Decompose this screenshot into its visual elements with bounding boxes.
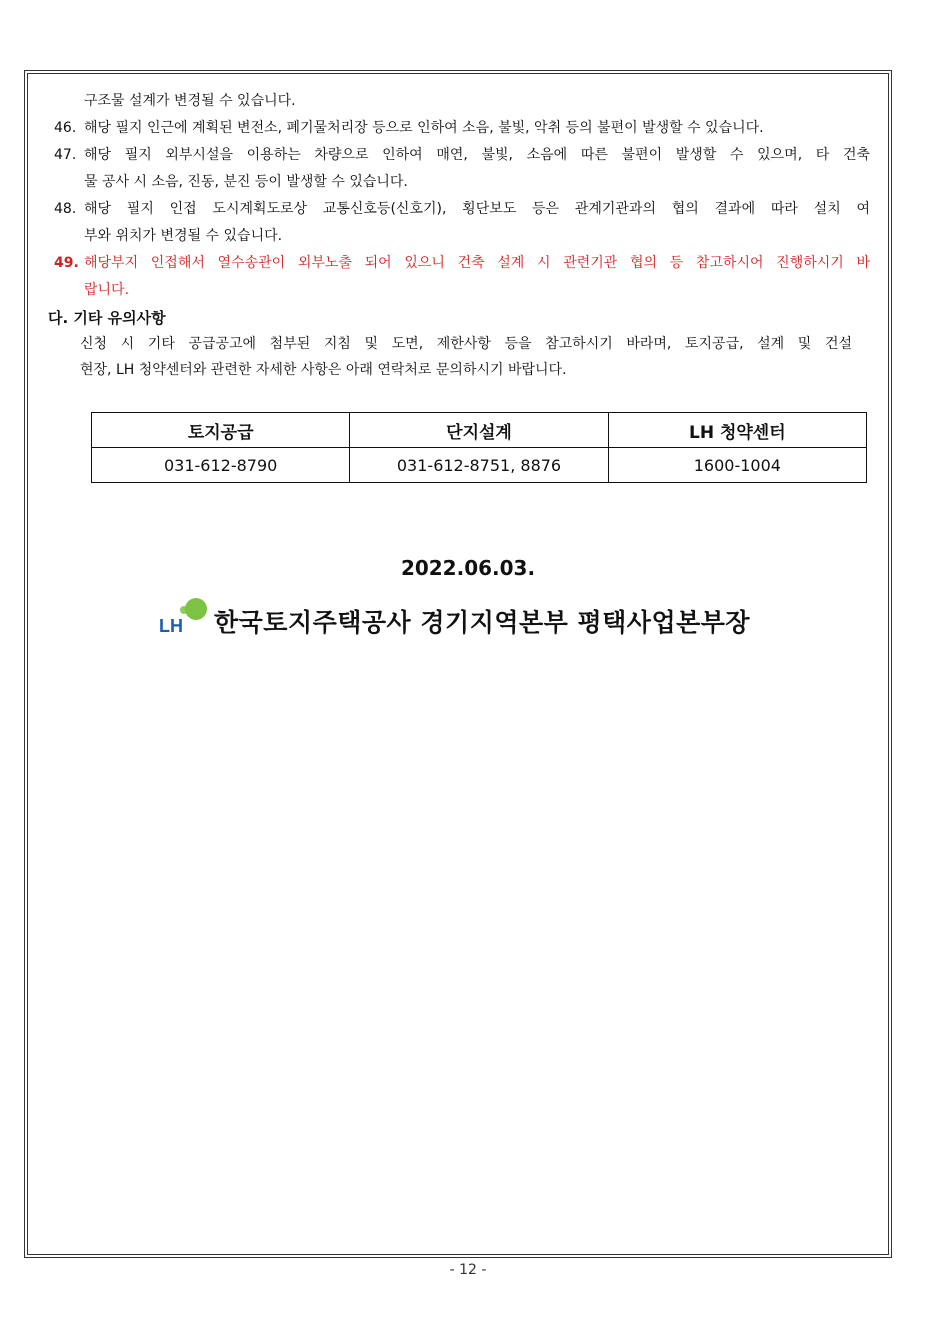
- item-number: 46.: [54, 120, 77, 136]
- notice-body: [48, 88, 870, 383]
- item-text-line-1: 해당 필지 외부시설을 이용하는 차량으로 인하여 매연, 불빛, 소음에 따른 불편이 발생할 수 있으며, 타 건축: [84, 147, 870, 163]
- table-row: [92, 448, 867, 483]
- section-paragraph: [54, 331, 870, 383]
- header-site-design: 단지설계: [350, 413, 608, 448]
- organization-name: 한국토지주택공사 경기지역본부 평택사업본부장: [214, 608, 751, 637]
- paragraph-line-1: 신청 시 기타 공급공고에 첨부된 지침 및 도면, 제한사항 등을 참고하시기 바라며, 토지공급, 설계 및 건설: [80, 336, 852, 352]
- item-number: 47.: [54, 147, 77, 163]
- notice-date: 2022.06.03.: [400, 556, 536, 580]
- header-land-supply: 토지공급: [92, 413, 350, 448]
- phone-site-design: 031-612-8751, 8876: [350, 448, 608, 483]
- page-number: - 12 -: [449, 1262, 487, 1278]
- phone-land-supply: 031-612-8790: [92, 448, 350, 483]
- lh-logo-icon: [158, 597, 212, 637]
- notice-item-46: [54, 115, 870, 142]
- phone-lh-center: 1600-1004: [608, 448, 866, 483]
- notice-item-47: [54, 142, 870, 196]
- notice-item-48: [54, 196, 870, 250]
- item-text: 해당 필지 인근에 계획된 변전소, 폐기물처리장 등으로 인하여 소음, 불빛, 악취 등의 불편이 발생할 수 있습니다.: [84, 120, 764, 136]
- item-text-line-1: 해당부지 인접해서 열수송관이 외부노출 되어 있으니 건축 설계 시 관련기관 협의 등 참고하시어 진행하시기 바: [84, 255, 870, 271]
- logo-text: LH: [159, 616, 183, 636]
- item-text-line-2: 랍니다.: [84, 282, 130, 298]
- paragraph-line-2: 현장, LH 청약센터와 관련한 자세한 사항은 아래 연락처로 문의하시기 바랍니다.: [80, 362, 567, 378]
- header-lh-center: LH 청약센터: [608, 413, 866, 448]
- section-title: 다. 기타 유의사항: [48, 309, 166, 327]
- item-number: 48.: [54, 201, 77, 217]
- table-header-row: [92, 413, 867, 448]
- contact-table: [91, 412, 867, 483]
- item-number: 49.: [54, 255, 79, 271]
- item-text-line-1: 해당 필지 인접 도시계획도로상 교통신호등(신호기), 횡단보도 등은 관계기관과의 협의 결과에 따라 설치 여: [84, 201, 870, 217]
- item-text-line-2: 물 공사 시 소음, 진동, 분진 등이 발생할 수 있습니다.: [84, 174, 408, 190]
- notice-item-49: [54, 250, 870, 304]
- continuation-line: 구조물 설계가 변경될 수 있습니다.: [84, 93, 296, 109]
- item-text-line-2: 부와 위치가 변경될 수 있습니다.: [84, 228, 283, 244]
